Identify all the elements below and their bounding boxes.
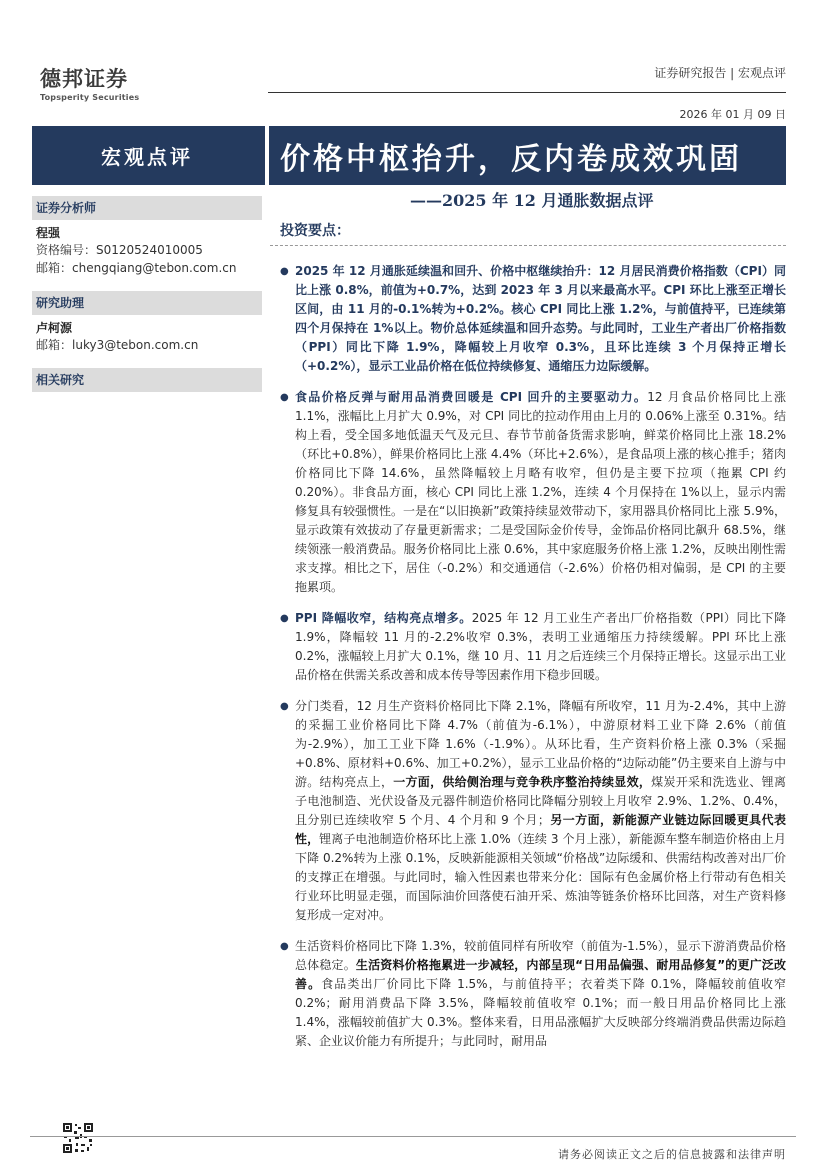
key-points-header <box>270 219 786 246</box>
cpi-body: 12 月食品价格同比上涨 1.1%，涨幅比上月扩大 0.9%，对 CPI 同比的拉动作用由上月的 0.06%上涨至 0.31%。结构上看，受全国多地低温天气及元旦、春节节前备货需求影响，鲜菜价格同比上涨 18.2%（环比+0.8%），鲜果价格同比上涨 4.4%（环比+2.6%），是食品项上涨的核心推手；猪肉价格同比下降 14.6%，虽然降幅较上月略有收窄，但仍是主要下拉项（拖累 CPI 约 0.20%）。非食品方面，核心 CPI 同比上涨 1.2%，连续 4 个月保持在 1%以上，显示内需修复具有较强惯性。一是在“以旧换新”政策持续显效带动下，家用器具价格同比上涨 5.9%，显示政策有效拔动了存量更新需求；二是受国际金价传导，金饰品价格同比飙升 68.5%，继续领涨一般消费品。服务价格同比上涨 0.6%，其中家庭服务价格上涨 1.2%，反映出刚性需求支撑。相比之下，居住（-0.2%）和交通通信（-2.6%）价格仍相对偏弱，是 CPI 的主要拖累项。 <box>295 390 786 594</box>
analyst-email[interactable]: chengqiang@tebon.com.cn <box>72 261 237 275</box>
brand-name-en: Topsperity Securities <box>40 93 140 102</box>
analyst-cert-line <box>32 241 262 259</box>
key-points-title: 投资要点： <box>280 223 350 239</box>
report-date: 2026 年 01 月 09 日 <box>679 108 786 121</box>
consumer-goods-highlight: 生活资料价格拖累进一步减轻，内部呈现“日用品偏强、耐用品修复”的更广泛改善。 <box>295 958 786 991</box>
paragraph-consumer-goods <box>278 937 786 1051</box>
paragraph-summary <box>278 262 786 376</box>
producer-goods-text-a: 分门类看，12 月生产资料价格同比下降 2.1%，降幅有所收窄，11 月为-2.4%，其中上游的采掘工业价格同比下降 4.7%（前值为-6.1%），中游原材料工业下降 2.6%（前值为-2.9%），加工工业下降 1.6%（-1.9%）。从环比看，生产资料价格上涨 0.3%（采掘+0.8%、原材料+0.6%、加工+0.2%），显示工业品价格的“边际动能”仍主要来自上游与中游。结构亮点上， <box>295 699 786 789</box>
bullet-icon: ● <box>280 392 289 403</box>
band-separator <box>265 126 269 185</box>
ppi-lead: PPI 降幅收窄，结构亮点增多。 <box>295 611 472 625</box>
producer-goods-text-e: 锂离子电池制造价格环比上涨 1.0%（连续 3 个月上涨），新能源车整车制造价格由上月下降 0.2%转为上涨 0.1%，反映新能源相关领域“价格战”边际缓和、供需结构改善对出厂价的支撑正在增强。与此同时，输入性因素也带来分化：国际有色金属价格上行带动有色相关行业环比明显走强，而国际油价回落使石油开采、炼油等链条价格环比回落，对生产资料修复形成一定对冲。 <box>295 832 786 922</box>
bullet-icon: ● <box>280 613 289 624</box>
paragraph-ppi <box>278 609 786 685</box>
bullet-icon: ● <box>280 941 289 952</box>
cert-number: S0120524010005 <box>96 243 203 257</box>
header-divider <box>268 92 786 93</box>
key-points-divider <box>270 245 786 246</box>
report-subtitle: ——2025 年 12 月通胀数据点评 <box>410 191 654 210</box>
assistant-email-line <box>32 336 262 354</box>
bullet-icon: ● <box>280 701 289 712</box>
consumer-goods-text-c: 食品类出厂价同比下降 1.5%，与前值持平；衣着类下降 0.1%，降幅较前值收窄 0.2%；耐用消费品下降 3.5%，降幅较前值收窄 0.1%；而一般日用品价格同比上涨 1.4%，涨幅较前值扩大 0.3%。整体来看，日用品涨幅扩大反映部分终端消费品供需边际趋紧、企业议价能力有所提升；与此同时，耐用品 <box>295 977 786 1048</box>
category-box <box>32 126 262 185</box>
email-label: 邮箱： <box>36 261 73 275</box>
producer-goods-highlight-2: 另一方面，新能源产业链边际回暖更具代表性， <box>295 813 786 846</box>
qr-code-icon <box>62 1122 94 1154</box>
analyst-name: 程强 <box>36 226 61 240</box>
producer-goods-text-c: 煤炭开采和洗选业、锂离子电池制造、光伏设备及元器件制造价格同比降幅分别较上月收窄 2.9%、1.2%、0.4%，且分别已连续收窄 5 个月、4 个月和 9 个月； <box>295 775 786 827</box>
bullet-icon: ● <box>280 266 289 277</box>
footer-disclaimer: 请务必阅读正文之后的信息披露和法律声明 <box>558 1148 786 1161</box>
cert-label: 资格编号： <box>36 243 97 257</box>
related-research-heading: 相关研究 <box>32 368 262 392</box>
ppi-body: 2025 年 12 月工业生产者出厂价格指数（PPI）同比下降 1.9%，降幅较 11 月的-2.2%收窄 0.3%，表明工业通缩压力持续缓解。PPI 环比上涨 0.2%，涨幅较上月扩大 0.1%，继 10 月、11 月之后连续三个月保持正增长。这显示出工业品价格在供需关系改善和成本传导等因素作用下稳步回暖。 <box>295 611 786 682</box>
analyst-heading: 证券分析师 <box>32 196 262 220</box>
brand-name-cn: 德邦证券 <box>40 67 128 91</box>
assistant-email[interactable]: luky3@tebon.com.cn <box>72 338 199 352</box>
summary-text: 2025 年 12 月通胀延续温和回升、价格中枢继续抬升：12 月居民消费价格指数（CPI）同比上涨 0.8%，前值为+0.7%，达到 2023 年 3 月以来最高水平。CPI 环比上涨至正增长区间，由 11 月的-0.1%转为+0.2%。核心 CPI 同比上涨 1.2%，与前值持平，已连续第四个月保持在 1%以上。物价总体延续温和回升态势。与此同时，工业生产者出厂价格指数（PPI）同比下降 1.9%，降幅较上月收窄 0.3%，且环比连续 3 个月保持正增长（+0.2%），显示工业品价格在低位持续修复、通缩压力边际缓解。 <box>295 264 786 373</box>
report-title: 价格中枢抬升，反内卷成效巩固 <box>280 142 742 177</box>
sidebar <box>32 196 262 392</box>
paragraph-producer-goods <box>278 697 786 925</box>
email-label: 邮箱： <box>36 338 73 352</box>
company-logo <box>40 66 139 102</box>
title-band <box>32 126 786 185</box>
consumer-goods-text-a: 生活资料价格同比下降 1.3%，较前值同样有所收窄（前值为-1.5%），显示下游消费品价格总体稳定。 <box>295 939 786 972</box>
report-type: 证券研究报告 | 宏观点评 <box>654 66 786 80</box>
assistant-heading: 研究助理 <box>32 291 262 315</box>
footer-divider <box>30 1136 796 1137</box>
category-label: 宏观点评 <box>101 145 193 169</box>
producer-goods-highlight-1: 一方面，供给侧治理与竞争秩序整治持续显效， <box>393 775 652 789</box>
main-content <box>278 262 786 1063</box>
cpi-lead: 食品价格反弹与耐用品消费回暖是 CPI 回升的主要驱动力。 <box>295 390 648 404</box>
analyst-email-line <box>32 259 262 277</box>
assistant-name: 卢柯源 <box>36 321 73 335</box>
paragraph-cpi <box>278 388 786 597</box>
